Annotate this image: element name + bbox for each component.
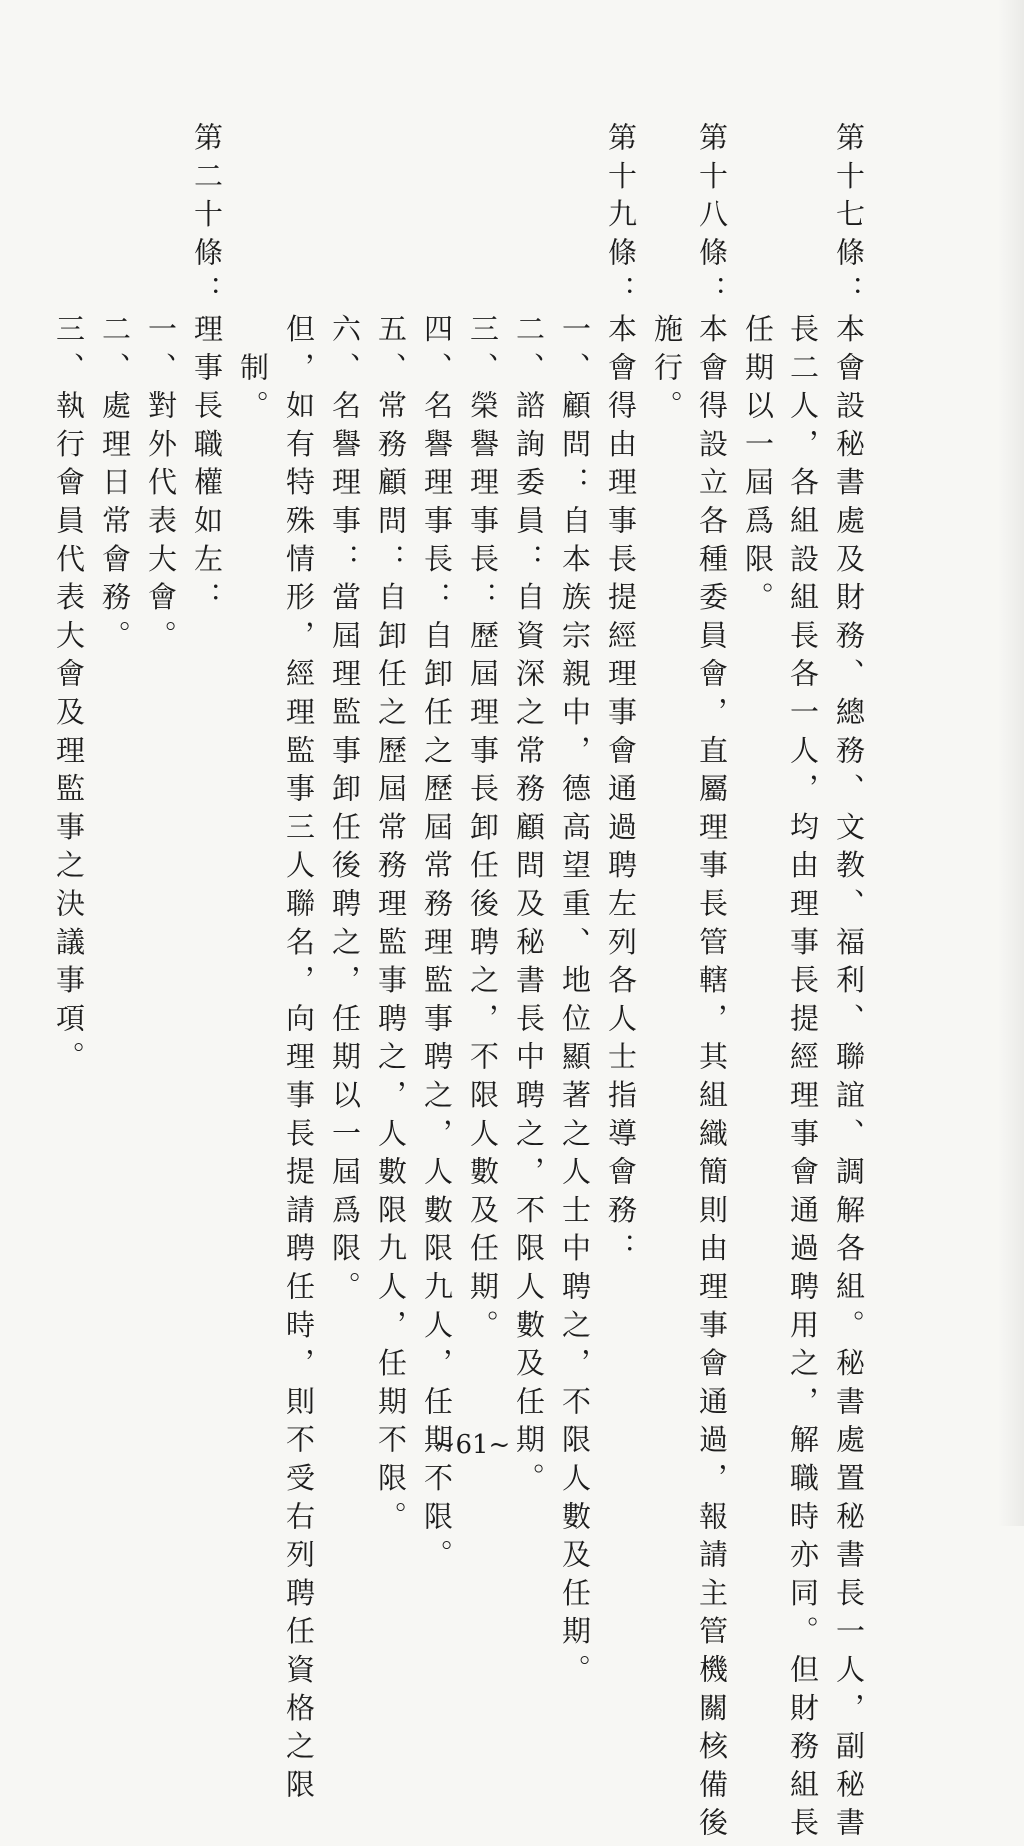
article-19-line-4: 三、榮譽理事長：歷屆理事長卸任後聘之，不限人數及任期。: [466, 122, 500, 1348]
article-18-line-1: 第十八條：本會得設立各種委員會，直屬理事長管轄，其組織簡則由理事會通過，報請主管機關核備後: [695, 122, 729, 1846]
article-20-line-2: 一、對外代表大會。: [144, 122, 178, 659]
article-17-line-1: 第十七條：本會設秘書處及財務、總務、文教、福利、聯誼、調解各組。秘書處置秘書長一人，副秘書: [832, 122, 866, 1846]
article-19-line-6: 五、常務顧問：自卸任之歷屆常務理監事聘之，人數限九人，任期不限。: [374, 122, 408, 1540]
article-18-line-2: 施行。: [650, 122, 684, 429]
article-17-line-2: 長二人，各組設組長各一人，均由理事長提經理事會通過聘用之，解職時亦同。但財務組長: [786, 122, 820, 1846]
article-17-line-3: 任期以一屆爲限。: [741, 122, 775, 620]
article-20-line-3: 二、處理日常會務。: [98, 122, 132, 659]
article-19-line-3: 二、諮詢委員：自資深之常務顧問及秘書長中聘之，不限人數及任期。: [512, 122, 546, 1501]
page-number: ~61~: [433, 1430, 511, 1460]
article-19-line-1: 第十九條：本會得由理事長提經理事會通過聘左列各人士指導會務：: [604, 122, 638, 1271]
article-20-line-4: 三、執行會員代表大會及理監事之決議事項。: [52, 122, 86, 1080]
article-20-line-1: 第二十條：理事長職權如左：: [190, 122, 224, 620]
article-19-line-8: 但，如有特殊情形，經理監事三人聯名，向理事長提請聘任時，則不受右列聘任資格之限: [282, 122, 316, 1808]
article-19-line-7: 六、名譽理事：當屆理監事卸任後聘之，任期以一屆爲限。: [328, 122, 362, 1310]
article-19-line-9: 制。: [236, 122, 270, 429]
article-19-line-5: 四、名譽理事長：自卸任之歷屆常務理監事聘之，人數限九人，任期不限。: [420, 122, 454, 1578]
article-19-line-2: 一、顧問：自本族宗親中，德高望重、地位顯著之人士中聘之，不限人數及任期。: [558, 122, 592, 1693]
